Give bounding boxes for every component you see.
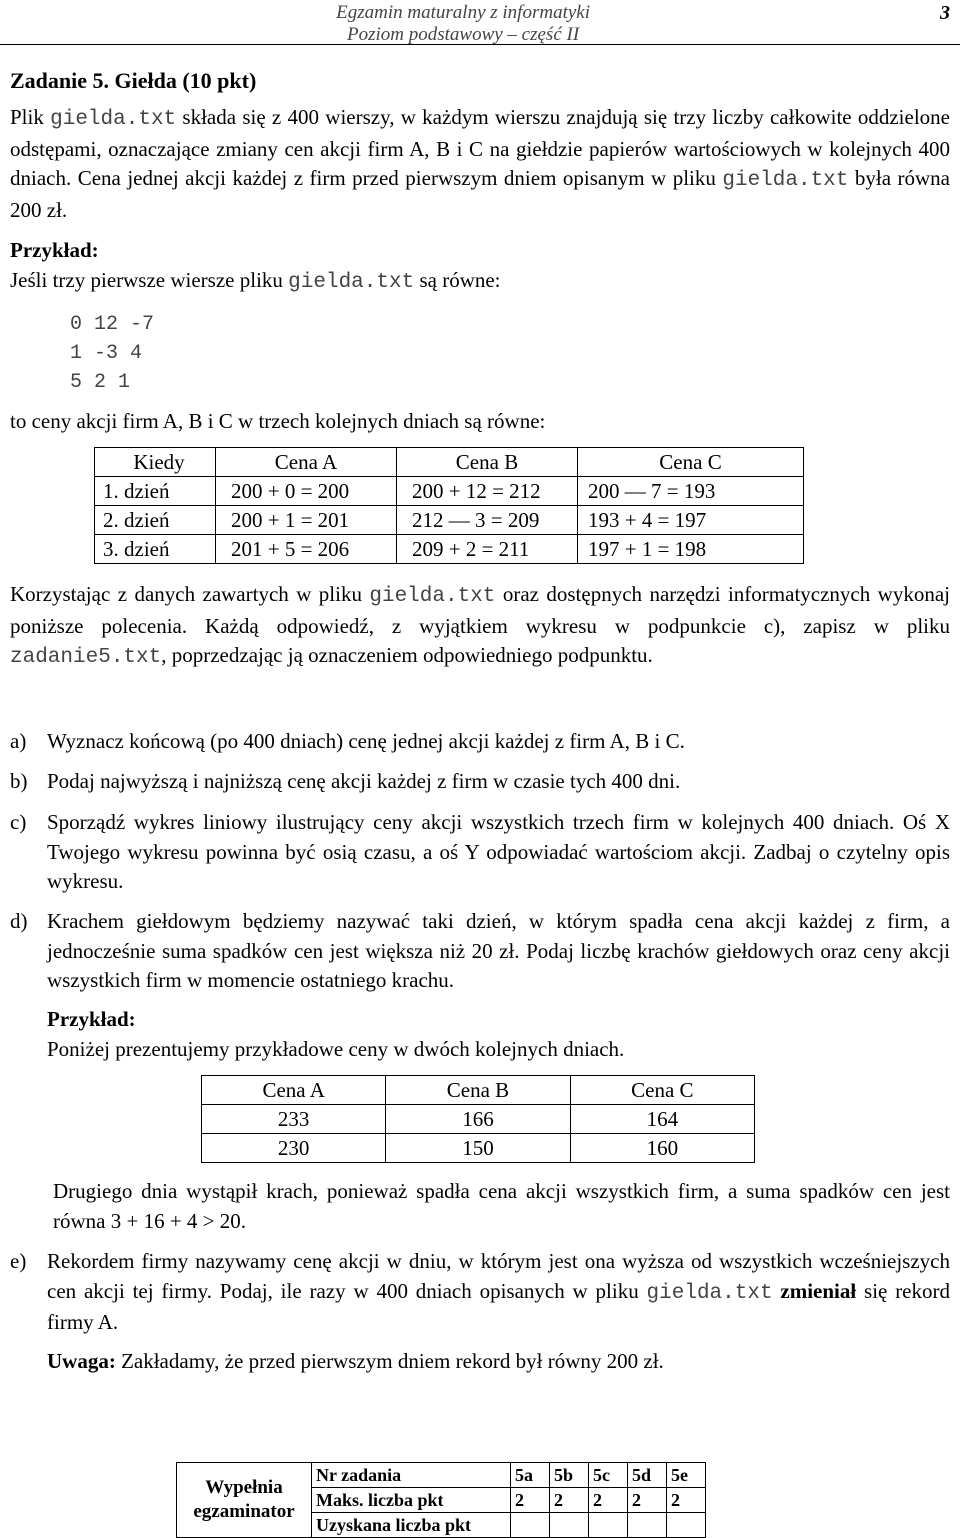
item-a: a) Wyznacz końcową (po 400 dniach) cenę jednej akcji każdej z firm A, B i C. [10, 729, 685, 753]
table-row: 1. dzień 200 + 0 = 200 200 + 12 = 212 200 — 7 = 193 [95, 477, 804, 506]
instructions-paragraph: Korzystając z danych zawartych w pliku gielda.txt oraz dostępnych narzędzi informatycznych wykonaj poniższe polecenia. Każdą odpowiedź, z wyjątkiem wykresu w podpunkcie c), zapisz w pliku zadanie5.txt, poprzedzając ją oznaczeniem odpowiedniego podpunktu. [10, 582, 950, 669]
score-field[interactable] [550, 1513, 589, 1538]
table-row: 3. dzień 201 + 5 = 206 209 + 2 = 211 197 + 1 = 198 [95, 535, 804, 564]
table-header-row: Kiedy Cena A Cena B Cena C [95, 448, 804, 477]
item-c: c) Sporządź wykres liniowy ilustrujący ceny akcji wszystkich trzech firm w kolejnych 400 dniach. Oś X Twojego wykresu powinna być osią czasu, a oś Y odpowiadać wartościom akcji. Zadbaj o czytelny opis wykresu. [10, 810, 950, 893]
score-field[interactable] [667, 1513, 706, 1538]
header-title: Egzamin maturalny z informatyki Poziom podstawowy – część II [336, 2, 590, 45]
crash-example-table [201, 1075, 755, 1163]
item-e: e) Rekordem firmy nazywamy cenę akcji w dniu, w którym jest ona wyższa od wszystkich wcześniejszych cen akcji tej firmy. Podaj, ile razy w 400 dniach opisanych w pliku gielda.txt zmieniał się rekord firmy A. [10, 1249, 950, 1334]
item-d-example: Przykład: Poniżej prezentujemy przykładowe ceny w dwóch kolejnych dniach. [47, 1007, 625, 1061]
table-row: 230 150 160 [202, 1134, 755, 1163]
note: Uwaga: Zakładamy, że przed pierwszym dniem rekord był równy 200 zł. [47, 1349, 664, 1373]
table-row: 233 166 164 [202, 1105, 755, 1134]
task-title: Zadanie 5. Giełda (10 pkt) [10, 68, 257, 93]
item-d: d) Krachem giełdowym będziemy nazywać taki dzień, w którym spadła cena akcji każdej z firm, a jednocześnie suma spadków cen jest większa niż 20 zł. Podaj liczbę krachów giełdowych oraz ceny akcji wszystkich firm w momencie ostatniego krachu. [10, 909, 950, 992]
item-b: b) Podaj najwyższą i najniższą cenę akcji każdej z firm w czasie tych 400 dni. [10, 769, 681, 793]
score-field[interactable] [511, 1513, 550, 1538]
score-field[interactable] [589, 1513, 628, 1538]
example-label: Przykład: [10, 238, 99, 262]
crash-note: Drugiego dnia wystąpił krach, ponieważ spadła cena akcji wszystkich firm, a suma spadków cen jest równa 3 + 16 + 4 > 20. [53, 1179, 950, 1233]
example-file-lines: 0 12 -7 1 -3 4 5 2 1 [70, 313, 155, 394]
page-header [0, 0, 960, 45]
intro-paragraph: Plik gielda.txt składa się z 400 wierszy, w każdym wierszu znajdują się trzy liczby całkowite oddzielone odstępami, oznaczające zmiany cen akcji firm A, B i C na giełdzie papierów wartościowych w kolejnych 400 dniach. Cena jednej akcji każdej z firm przed pierwszym dniem opisanym w pliku gielda.txt była równa 200 zł. [10, 105, 950, 222]
table-header-row: Cena A Cena B Cena C [202, 1076, 755, 1105]
page-number: 3 [940, 2, 950, 24]
prices-intro: to ceny akcji firm A, B i C w trzech kolejnych dniach są równe: [10, 409, 546, 433]
example-intro: Jeśli trzy pierwsze wiersze pliku gielda.txt są równe: [10, 268, 501, 294]
score-field[interactable] [628, 1513, 667, 1538]
prices-table [94, 447, 804, 564]
table-row: 2. dzień 200 + 1 = 201 212 — 3 = 209 193 + 4 = 197 [95, 506, 804, 535]
grading-table: Wypełnia egzaminator Nr zadania 5a 5b 5c 5d 5e Maks. liczba pkt 2 2 2 2 2 Uzyskana liczba pkt [176, 1462, 706, 1538]
grader-label: Wypełnia egzaminator [177, 1463, 312, 1538]
